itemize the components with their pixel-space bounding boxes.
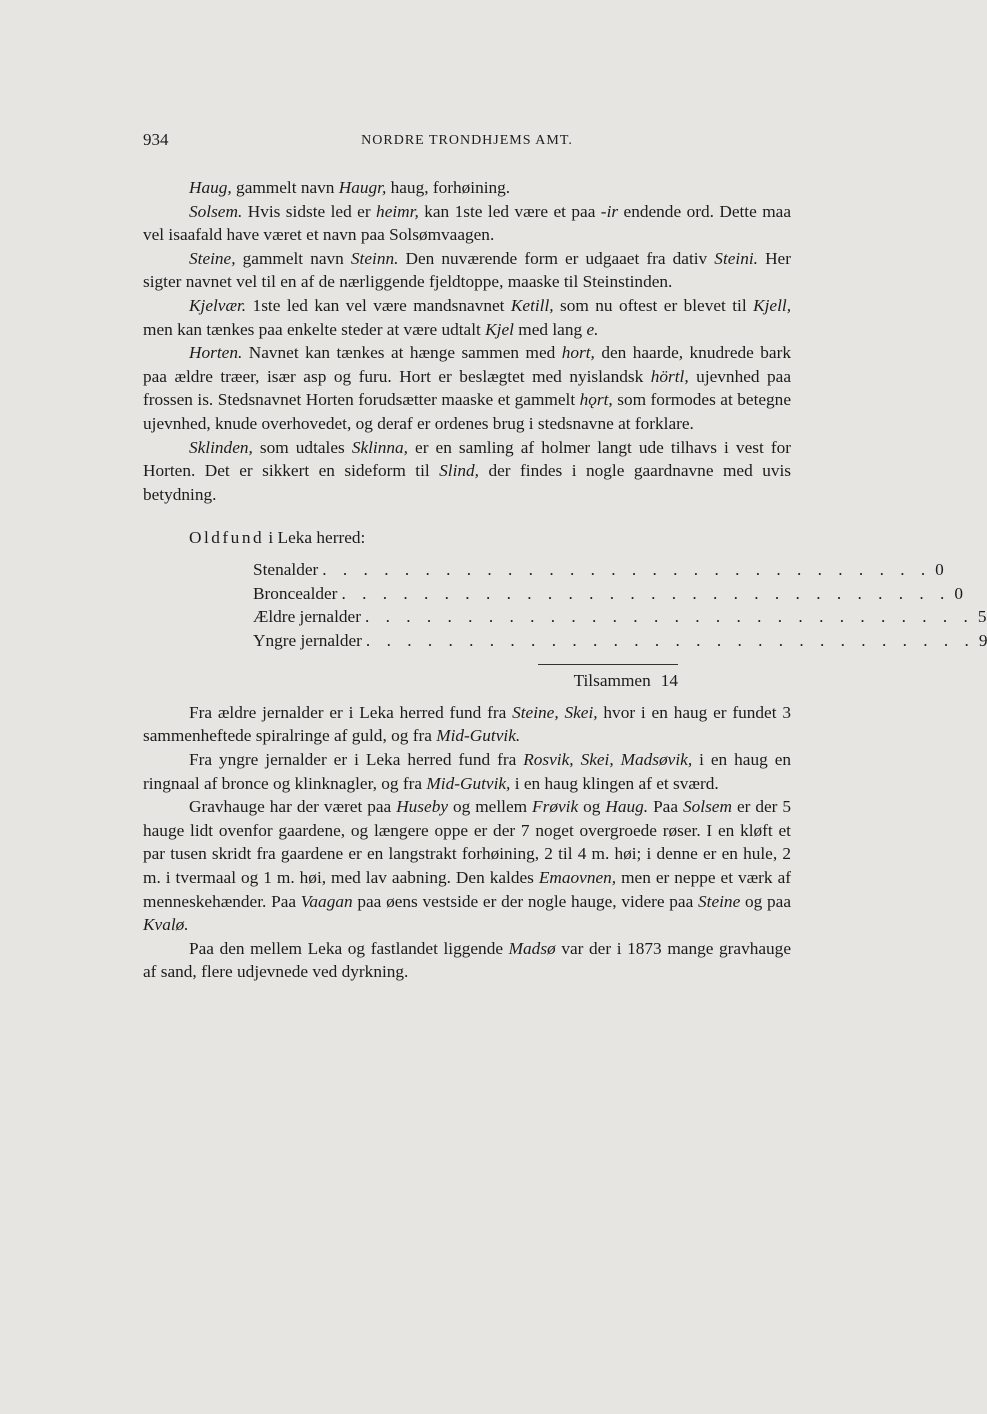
italic-term: Sklinden, [189,437,253,457]
paragraph-1 [143,200,791,247]
paragraph-3 [143,294,791,341]
text-run: hvor i en haug er fundet 3 sammenheftede spiralringe af guld, og fra [143,702,792,746]
text-run: Navnet kan tænkes at hænge sammen med [242,343,562,363]
italic-term: Steinn. [350,248,399,268]
finds-total-value: 14 [660,671,678,691]
text-run: Den nuværende form er udgaaet fra dativ [398,248,715,268]
text-run: der findes i nogle gaardnavne med uvis betydning. [143,461,791,504]
finds-table [253,558,987,652]
finds-paragraph-1 [143,748,791,795]
paragraph-0 [143,176,791,200]
text-run: 1ste led kan vel være mandsnavnet [246,295,511,315]
text-run: kan 1ste led være et paa - [418,201,607,221]
dot-leader: . . . . . . . . . . . . . . . . . . . . . . . . . . . . . . [364,607,974,627]
oldfund-heading-word: Oldfund [189,528,265,548]
italic-term: Ketill, [510,295,554,315]
finds-row [253,629,987,653]
italic-term: Mid-Gutvik. [436,726,521,746]
finds-period: Stenalder [253,559,319,579]
italic-term: Kjell, [753,295,792,315]
finds-period: Ældre jernalder [253,607,361,627]
italic-term: Steini. [714,248,758,268]
finds-total [538,664,678,693]
finds-row [253,558,944,582]
finds-paragraph-3 [143,937,791,984]
text-run: og paa [740,891,791,911]
text-run: Fra ældre jernalder er i Leka herred fund fra [189,702,513,722]
text-run: som formodes at betegne ujevnhed, knude overhovedet, og deraf er ordenes brug i stedsnavne at forklare. [143,390,791,433]
page-number: 934 [143,130,169,149]
italic-term: Slind, [439,461,480,481]
dot-leader: . . . . . . . . . . . . . . . . . . . . . . . . . . . . . . [341,583,951,603]
italic-term: Steine, Skei, [512,702,598,722]
finds-paragraph-0 [143,701,791,748]
italic-term: Huseby [396,797,449,817]
text-run: gammelt navn [235,248,351,268]
italic-term: Kvalø. [143,915,189,935]
finds-paragraph-2 [143,795,791,937]
text-run: i en haug en ringnaal af bronce og klinknagler, og fra [143,750,792,793]
text-run: var der i 1873 mange gravhauge af sand, flere udjevnede ved dyrkning. [143,938,791,982]
italic-term: e. [586,319,599,339]
finds-period: Broncealder [253,583,338,603]
text-run: er en samling af holmer langt ude tilhavs i vest for Horten. Det er sikkert en sideform til [143,437,791,481]
text-run: endende ord. Dette maa vel isaafald have været et navn paa Solsømvaagen. [143,201,792,245]
italic-term: hǫrt, [579,390,613,410]
text-run: ujevnhed paa frossen is. Stedsnavnet Horten forudsætter maaske et gammelt [143,366,792,410]
italic-term: Kjel [485,319,514,339]
italic-term: Steine, [189,248,236,268]
italic-term: hort, [561,343,595,363]
text-run: Paa den mellem Leka og fastlandet liggende [189,938,509,958]
italic-term: Solsem [683,797,732,817]
italic-term: Mid-Gutvik, [426,773,511,793]
text-run: den haarde, knudrede bark paa ældre træer, især asp og furu. Hort er beslægtet med nyislandsk [143,343,792,386]
italic-term: Vaagan [300,891,353,911]
text-run: gammelt navn [231,178,339,197]
finds-count: 9 [978,630,987,650]
italic-term: Sklinna, [351,437,408,457]
italic-term: Haugr, [338,178,387,197]
italic-term: Kjelvær. [189,295,247,315]
text-run: i en haug klingen af et sværd. [510,773,719,793]
text-run: men kan tænkes paa enkelte steder at være udtalt [143,319,486,339]
text-run: Paa [648,797,683,817]
text-run: Gravhauge har der været paa [189,797,397,817]
italic-term: Haug, [189,178,232,197]
italic-term: ir [606,201,619,221]
text-run: og mellem [448,797,533,817]
text-run: som udtales [252,437,352,457]
italic-term: Haug. [605,797,649,817]
italic-term: Emaovnen, [538,868,617,888]
finds-row [253,582,963,606]
text-run: Fra yngre jernalder er i Leka herred fund fra [189,750,524,770]
italic-term: Madsø [508,938,556,958]
italic-term: hörtl, [650,366,689,386]
place-name-notes [143,176,791,506]
dot-leader: . . . . . . . . . . . . . . . . . . . . . . . . . . . . . . [322,559,932,579]
oldfund-heading-rest: i Leka herred: [264,528,366,548]
page-header [143,130,791,156]
text-run: er der 5 hauge lidt ovenfor gaardene, og længere oppe er der 7 noget overgroede røser. I en kløft et par tusen skridt fra gaardene er en langstrakt forhøining, 2 til 4 m. høi; i denne er en hule, 2 m. i tvermaal og 1 m. høi, med lav aabning. Den kaldes [143,797,792,888]
text-run: med lang [513,319,587,339]
finds-row [253,605,987,629]
paragraph-2 [143,247,791,294]
italic-term: Horten. [189,343,243,363]
italic-term: Solsem. [189,201,243,221]
oldfund-heading [189,526,791,550]
text-run: Hvis sidste led er [242,201,377,221]
text-run: haug, forhøining. [386,178,511,197]
paragraph-4 [143,341,791,435]
finds-count: 5 [977,607,987,627]
finds-total-label: Tilsammen [573,671,651,691]
paragraph-5 [143,436,791,507]
italic-term: Frøvik [532,797,579,817]
finds-period: Yngre jernalder [253,630,362,650]
finds-count: 0 [954,583,963,603]
text-run: og [578,797,606,817]
text-run: men er neppe et værk af menneskehænder. Paa [143,868,791,911]
body-text [143,176,987,984]
italic-term: Steine [698,891,741,911]
dot-leader: . . . . . . . . . . . . . . . . . . . . . . . . . . . . . . [365,630,975,650]
italic-term: Rosvik, Skei, Madsøvik, [523,750,693,770]
finds-description [143,701,791,984]
running-title: NORDRE TRONDHJEMS AMT. [361,133,573,148]
text-run: som nu oftest er blevet til [553,295,754,315]
finds-count: 0 [935,559,944,579]
italic-term: heimr, [376,201,419,221]
text-run: paa øens vestside er der nogle hauge, videre paa [352,891,699,911]
text-run: Her sigter navnet vel til en af de nærliggende fjeldtoppe, maaske til Steinstinden. [143,248,791,292]
